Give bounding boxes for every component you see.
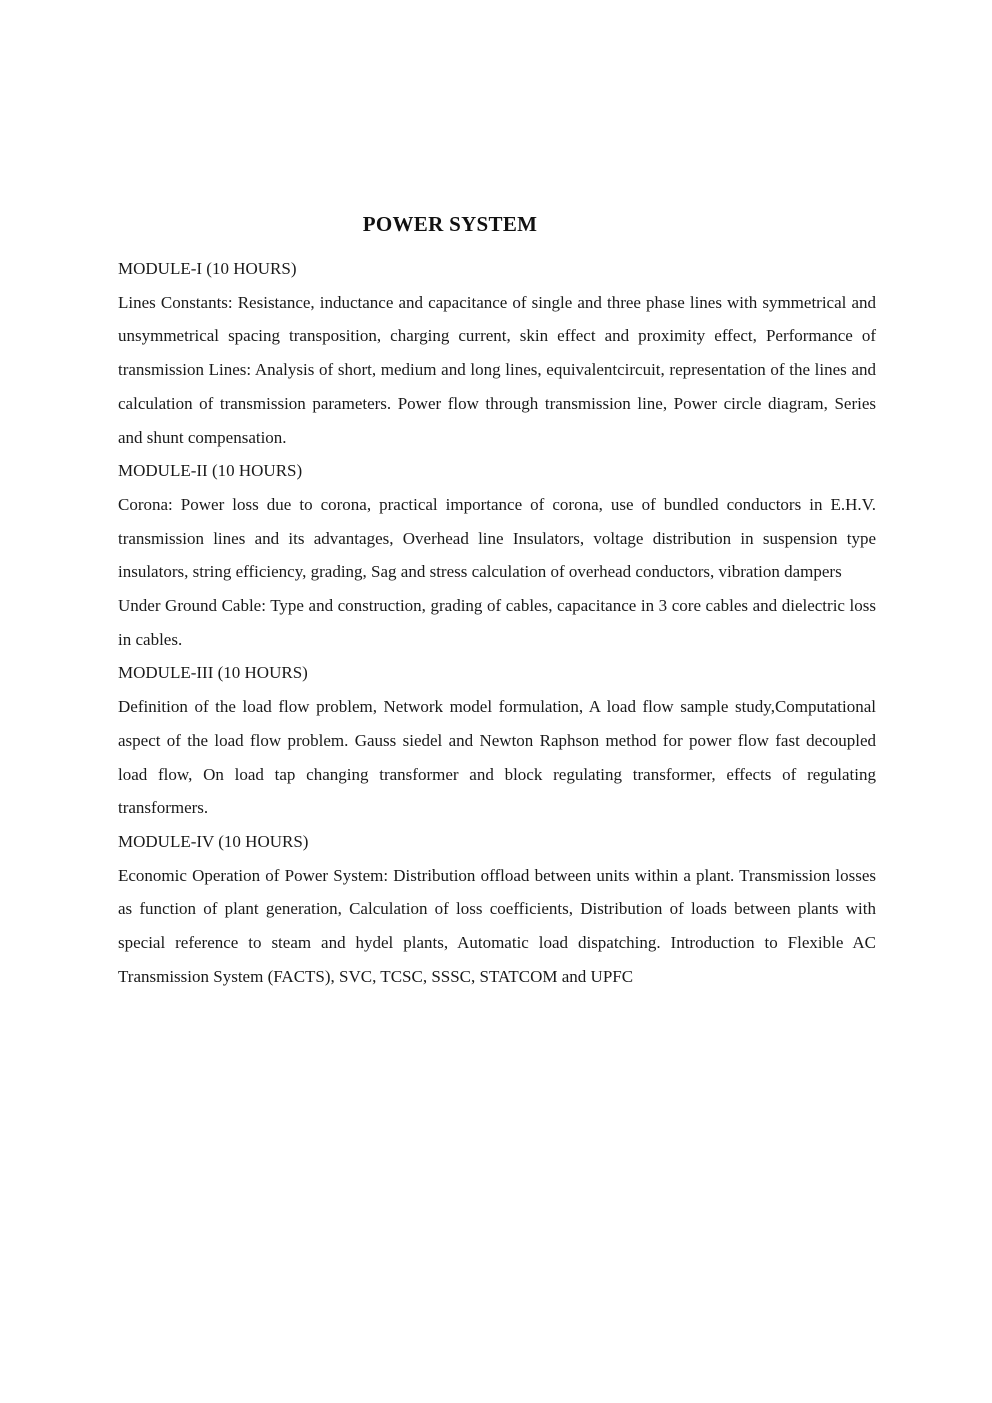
module-2 xyxy=(118,454,876,656)
module-heading: MODULE-II (10 HOURS) xyxy=(118,461,303,481)
module-1 xyxy=(118,252,876,454)
module-heading: MODULE-IV (10 HOURS) xyxy=(118,831,309,851)
module-heading: MODULE-I (10 HOURS) xyxy=(118,259,297,278)
module-paragraph: Definition of the load flow problem, Network model formulation, A load flow sample study,Computational aspect of the load flow problem. Gauss siedel and Newton Raphson method for power flow fast decoupled load flow, On load tap changing transformer and block regulating transformer, effects of regulating transformers. xyxy=(118,697,876,818)
module-paragraph: Under Ground Cable: Type and construction, grading of cables, capacitance in 3 core cables and dielectric loss in cables. xyxy=(118,596,876,649)
syllabus-content xyxy=(118,252,876,993)
module-paragraph: Economic Operation of Power System: Distribution offload between units within a plant. Transmission losses as function of plant generation, Calculation of loss coefficients, Distribution of loads between plants with special reference to steam and hydel plants, Automatic load dispatching. Introduction to Flexible AC Transmission System (FACTS), SVC, TCSC, SSSC, STATCOM and UPFC xyxy=(118,865,876,986)
module-3 xyxy=(118,656,876,825)
module-paragraph: Lines Constants: Resistance, inductance and capacitance of single and three phase lines with symmetrical and unsymmetrical spacing transposition, charging current, skin effect and proximity effect, Performance of transmission Lines: Analysis of short, medium and long lines, equivalentcircuit, representation of the lines and calculation of transmission parameters. Power flow through transmission line, Power circle diagram, Series and shunt compensation. xyxy=(118,292,876,447)
module-heading: MODULE-III (10 HOURS) xyxy=(118,663,308,683)
page-title: POWER SYSTEM xyxy=(362,212,538,236)
module-4 xyxy=(118,825,876,994)
module-paragraph: Corona: Power loss due to corona, practical importance of corona, use of bundled conductors in E.H.V. transmission lines and its advantages, Overhead line Insulators, voltage distribution in suspension type insulators, string efficiency, grading, Sag and stress calculation of overhead conductors, vibration dampers xyxy=(118,494,876,582)
